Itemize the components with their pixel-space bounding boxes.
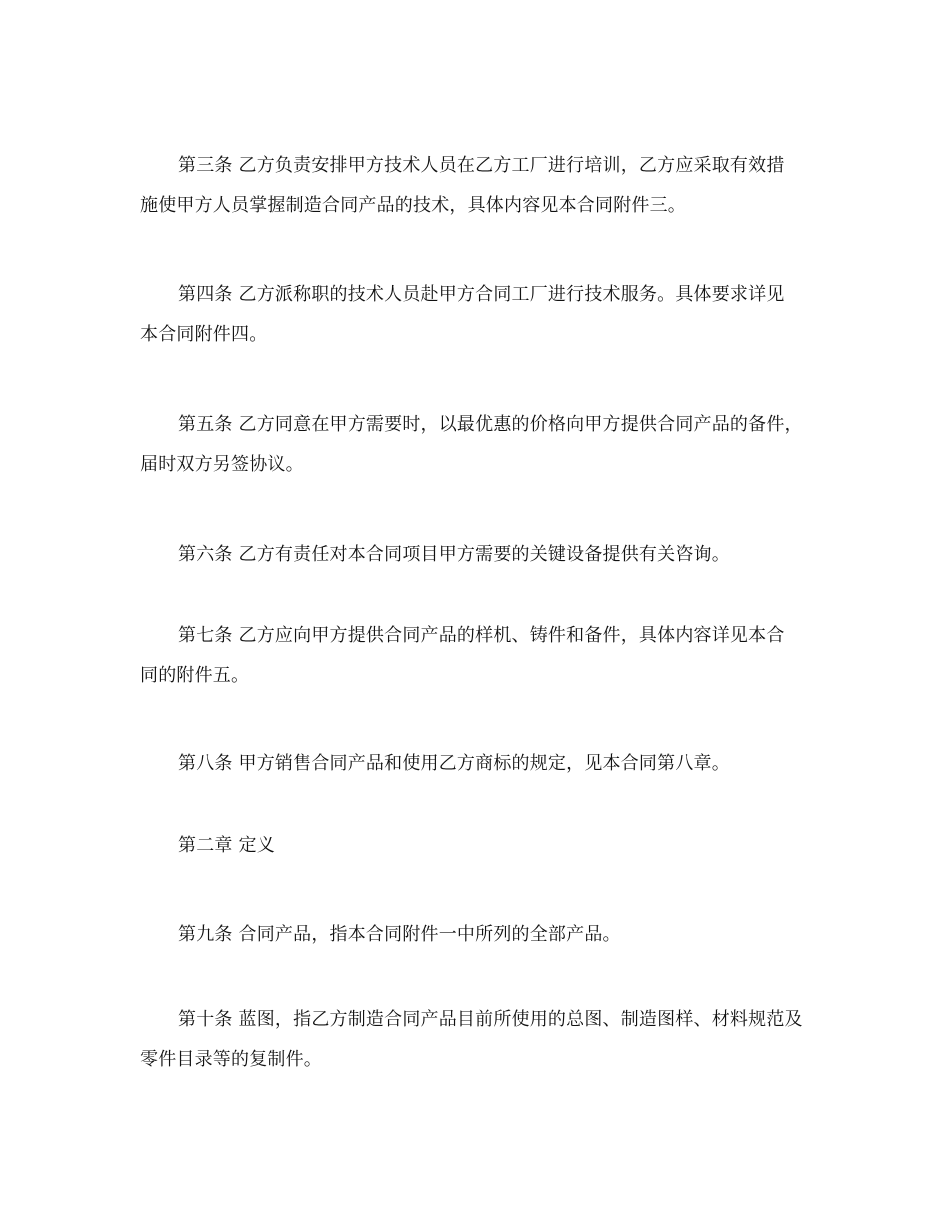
paragraph-line: 第九条 合同产品，指本合同附件一中所列的全部产品。 [178, 924, 621, 945]
paragraph-line: 第八条 甲方销售合同产品和使用乙方商标的规定，见本合同第八章。 [178, 753, 730, 774]
article-4-paragraph [140, 275, 812, 355]
article-9-paragraph [140, 915, 812, 955]
article-8-paragraph [140, 744, 812, 784]
paragraph-line: 零件目录等的复制件。 [140, 1049, 322, 1070]
paragraph-line: 第七条 乙方应向甲方提供合同产品的样机、铸件和备件，具体内容详见本合 [178, 625, 785, 646]
paragraph-line: 届时双方另签协议。 [140, 454, 304, 475]
chapter-2-heading [140, 826, 812, 866]
article-10-paragraph [140, 1000, 812, 1080]
article-6-paragraph [140, 535, 812, 575]
paragraph-line: 施使甲方人员掌握制造合同产品的技术，具体内容见本合同附件三。 [140, 195, 686, 216]
article-7-paragraph [140, 616, 812, 696]
paragraph-line: 第五条 乙方同意在甲方需要时，以最优惠的价格向甲方提供合同产品的备件， [178, 414, 803, 435]
paragraph-line: 第三条 乙方负责安排甲方技术人员在乙方工厂进行培训，乙方应采取有效措 [178, 155, 785, 176]
paragraph-line: 本合同附件四。 [140, 324, 268, 345]
paragraph-line: 第六条 乙方有责任对本合同项目甲方需要的关键设备提供有关咨询。 [178, 544, 730, 565]
article-3-paragraph [140, 146, 812, 226]
article-5-paragraph [140, 405, 812, 485]
paragraph-line: 第四条 乙方派称职的技术人员赴甲方合同工厂进行技术服务。具体要求详见 [178, 284, 785, 305]
paragraph-line: 第十条 蓝图，指乙方制造合同产品目前所使用的总图、制造图样、材料规范及 [178, 1009, 803, 1030]
paragraph-line: 第二章 定义 [178, 835, 275, 856]
paragraph-line: 同的附件五。 [140, 665, 250, 686]
